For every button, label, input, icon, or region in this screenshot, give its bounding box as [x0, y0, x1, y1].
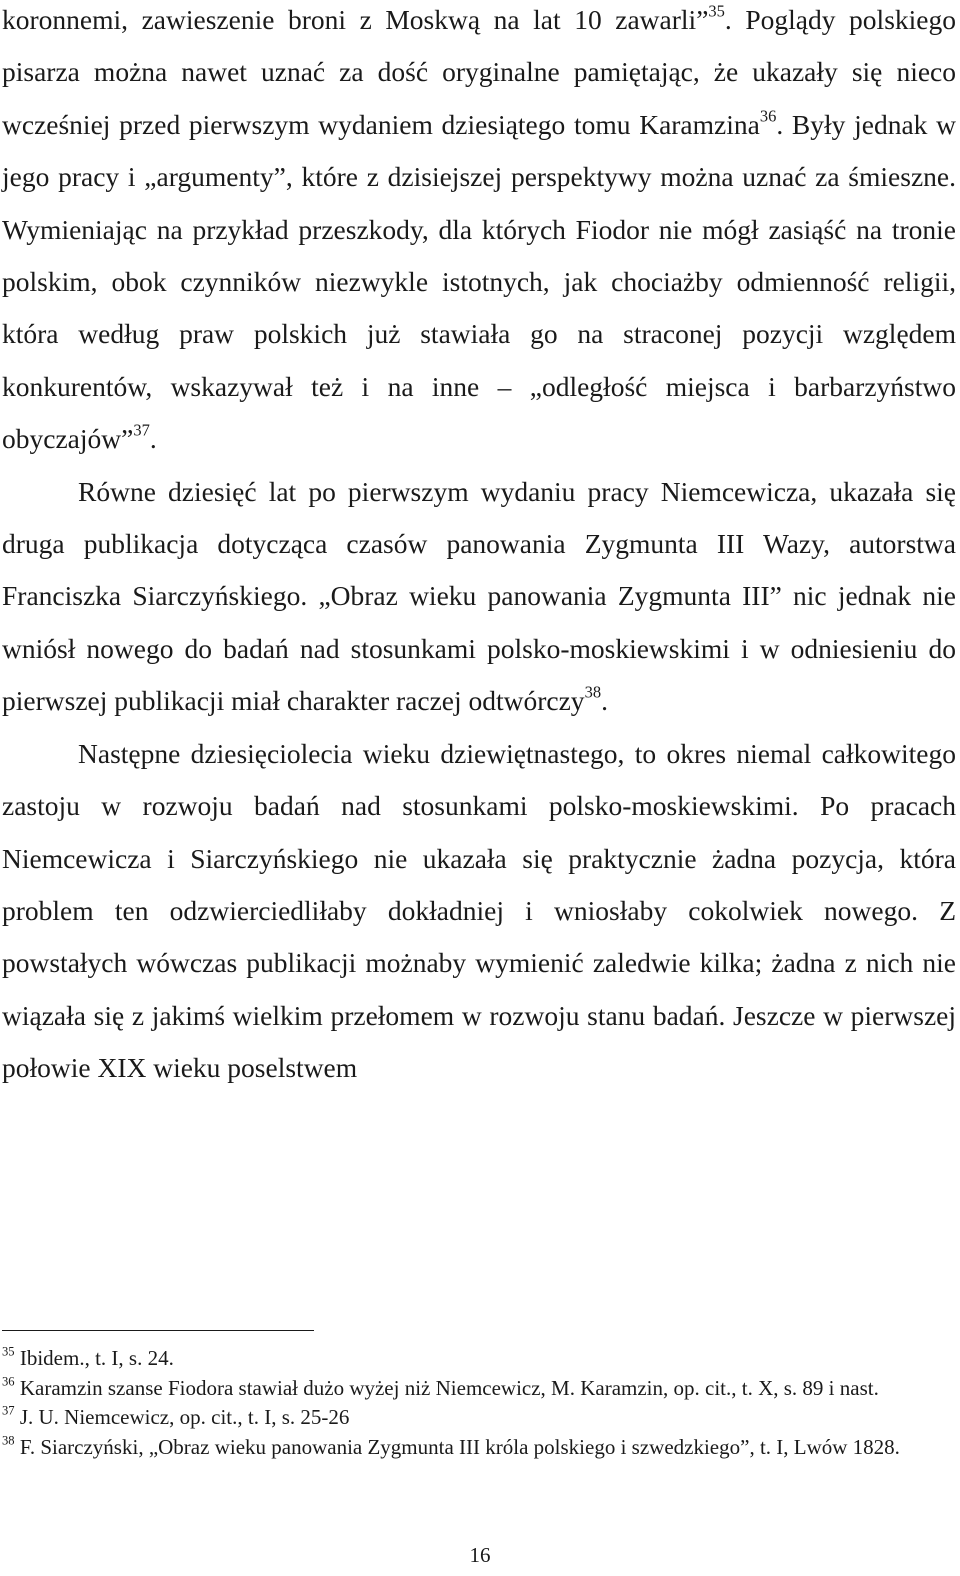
main-text: [2, 0, 956, 1095]
footnote-37: [2, 1403, 956, 1433]
page-number: 16: [469, 1543, 491, 1567]
text-run: . Poglądy polskiego pisarza można nawet uznać za dość oryginalne pamiętając, że ukazały się nieco wcześniej przed pierwszym wydaniem dziesiątego tomu Karamzina: [2, 4, 956, 140]
text-run: . Były jednak w jego pracy i „argumenty”, które z dzisiejszej perspektywy można uznać za śmieszne. Wymieniając na przykład przeszkody, dla których Fiodor nie mógł zasiąść na tronie polskim, obok czynników niezwykle istotnych, jak chociażby odmienność religii, która według praw polskich już stawiała go na straconej pozycji względem konkurentów, wskazywał też i na inne – „odległość miejsca i barbarzyństwo obyczajów”: [2, 108, 956, 455]
footnote-ref-38: 38: [584, 682, 602, 702]
footnote-ref-36: 36: [759, 106, 777, 126]
footnote-number: 36: [2, 1374, 15, 1389]
footnotes: [2, 1344, 956, 1462]
footnote-number: 37: [2, 1403, 15, 1418]
paragraph-1: [2, 0, 956, 466]
footnote-38: [2, 1433, 956, 1463]
footnote-separator: [2, 1330, 314, 1331]
footnote-number: 38: [2, 1433, 15, 1448]
text-run: .: [149, 423, 157, 455]
footnote-35: [2, 1344, 956, 1374]
text-run: koronnemi, zawieszenie broni z Moskwą na lat 10 zawarli”: [2, 4, 709, 35]
footnote-text: Karamzin szanse Fiodora stawiał dużo wyżej niż Niemcewicz, M. Karamzin, op. cit., t. X, s. 89 i nast.: [14, 1375, 879, 1400]
footnote-text: J. U. Niemcewicz, op. cit., t. I, s. 25-26: [14, 1405, 350, 1430]
footnote-text: F. Siarczyński, „Obraz wieku panowania Zygmunta III króla polskiego i szwedzkiego”, t. I, Lwów 1828.: [14, 1434, 900, 1459]
text-run: .: [601, 685, 608, 717]
paragraph-3: [2, 728, 956, 1095]
footnote-ref-35: 35: [708, 1, 725, 21]
paragraph-2: [2, 466, 956, 728]
footnote-text: Ibidem., t. I, s. 24.: [14, 1346, 174, 1370]
text-run: Następne dziesięciolecia wieku dziewiętnastego, to okres niemal całkowitego zastoju w rozwoju badań nad stosunkami polsko-moskiewskimi. Po pracach Niemcewicza i Siarczyńskiego nie ukazała się praktycznie żadna pozycja, która problem ten odzwierciedliłaby dokładniej i wniosłaby cokolwiek nowego. Z powstałych wówczas publikacji możnaby wymienić zaledwie kilka; żadna z nich nie wiązała się z jakimś wielkim przełomem w rozwoju stanu badań. Jeszcze w pierwszej połowie XIX wieku poselstwem: [2, 737, 956, 1084]
footnote-number: 35: [2, 1344, 15, 1359]
footnote-ref-37: 37: [133, 420, 150, 440]
footnote-36: [2, 1374, 956, 1404]
text-run: Równe dziesięć lat po pierwszym wydaniu pracy Niemcewicza, ukazała się druga publikacja dotycząca czasów panowania Zygmunta III Wazy, autorstwa Franciszka Siarczyńskiego. „Obraz wieku panowania Zygmunta III” nic jednak nie wniósł nowego do badań nad stosunkami polsko-moskiewskimi i w odniesieniu do pierwszej publikacji miał charakter raczej odtwórczy: [2, 475, 956, 717]
